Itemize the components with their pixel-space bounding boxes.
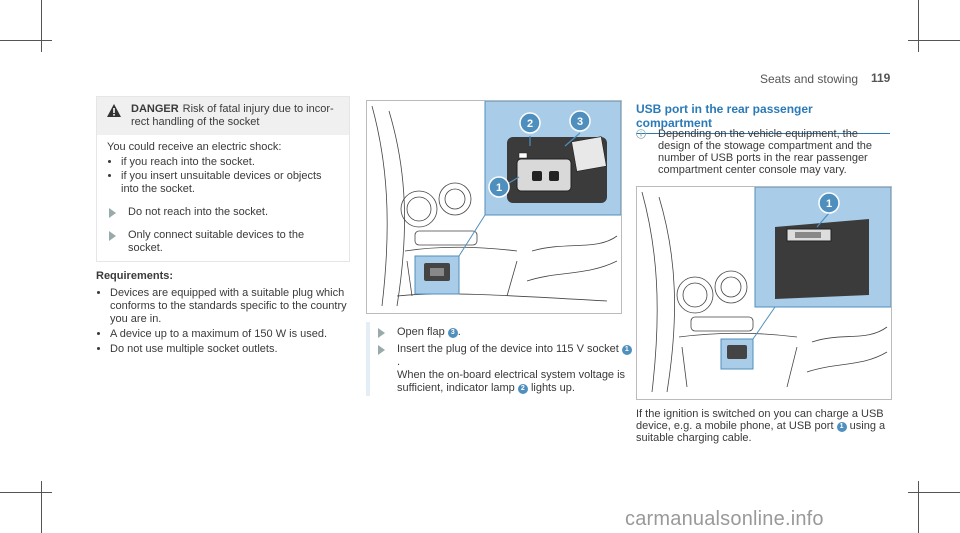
step-arrow-icon bbox=[378, 345, 385, 355]
socket-steps bbox=[366, 322, 632, 396]
info-icon bbox=[636, 129, 646, 139]
callout-1: 1 bbox=[825, 198, 833, 210]
warning-triangle-icon bbox=[107, 104, 121, 117]
list-item: • Devices are equipped with a suitable plug which conforms to the standards specific to the country you are in. bbox=[110, 287, 356, 326]
crop-mark bbox=[0, 492, 52, 493]
crop-mark bbox=[918, 481, 919, 533]
watermark[interactable]: carmanualsonline.info bbox=[625, 508, 824, 530]
callout-ref: 3 bbox=[448, 328, 458, 338]
crop-mark bbox=[41, 0, 42, 52]
danger-label: DANGER bbox=[131, 103, 179, 115]
step-arrow-icon bbox=[109, 231, 116, 241]
crop-mark bbox=[0, 40, 52, 41]
list-item: • Do not use multiple socket outlets. bbox=[110, 343, 356, 356]
callout-ref: 1 bbox=[622, 345, 632, 355]
step-arrow-icon bbox=[378, 328, 385, 338]
step-insert-plug: Insert the plug of the device into 115 V socket 1. When the on-board electrical system voltage is sufficient, indicator lamp 2 lights up. bbox=[376, 343, 632, 395]
danger-bullets bbox=[107, 156, 339, 196]
figure-rear-socket bbox=[366, 100, 622, 314]
crop-mark bbox=[41, 481, 42, 533]
rear-console-illustration bbox=[367, 101, 621, 313]
step-arrow-icon bbox=[109, 208, 116, 218]
danger-body bbox=[97, 135, 349, 261]
crop-mark bbox=[918, 0, 919, 52]
danger-step: Only connect suitable devices to the socket. bbox=[107, 229, 339, 255]
crop-mark bbox=[908, 492, 960, 493]
callout-3: 3 bbox=[576, 116, 584, 128]
list-item: • A device up to a maximum of 150 W is used. bbox=[110, 328, 356, 341]
page-number: 119 bbox=[871, 71, 891, 85]
danger-step: Do not reach into the socket. bbox=[107, 206, 339, 219]
step-open-flap: Open flap 3 . bbox=[376, 326, 632, 339]
figure-usb-port bbox=[636, 186, 892, 400]
list-item: • if you insert unsuitable devices or objects into the socket. bbox=[121, 170, 339, 196]
danger-text: Risk of fatal injury due to incor-rect handling of the socket bbox=[131, 103, 334, 128]
list-item: • if you reach into the socket. bbox=[121, 156, 339, 169]
usb-charge-text: If the ignition is switched on you can charge a USB device, e.g. a mobile phone, at USB port 1 using a suitable charging cable. bbox=[636, 408, 886, 444]
requirements bbox=[96, 270, 356, 358]
info-text: Depending on the vehicle equipment, the design of the stowage compartment and the number of USB ports in the rear passenger compartment center console may vary. bbox=[658, 128, 873, 176]
danger-intro: You could receive an electric shock: bbox=[107, 141, 282, 153]
rear-console-usb-illustration bbox=[637, 187, 891, 399]
callout-ref: 2 bbox=[518, 384, 528, 394]
callout-ref: 1 bbox=[837, 422, 847, 432]
danger-box bbox=[96, 96, 350, 262]
running-header: Seats and stowing bbox=[760, 72, 859, 86]
danger-header bbox=[97, 97, 349, 135]
section-title-usb: USB port in the rear passenger compartment bbox=[636, 102, 890, 134]
callout-1: 1 bbox=[495, 182, 503, 194]
requirements-title: Requirements: bbox=[96, 270, 174, 282]
crop-mark bbox=[908, 40, 960, 41]
callout-2: 2 bbox=[526, 118, 534, 130]
info-note bbox=[636, 128, 890, 176]
